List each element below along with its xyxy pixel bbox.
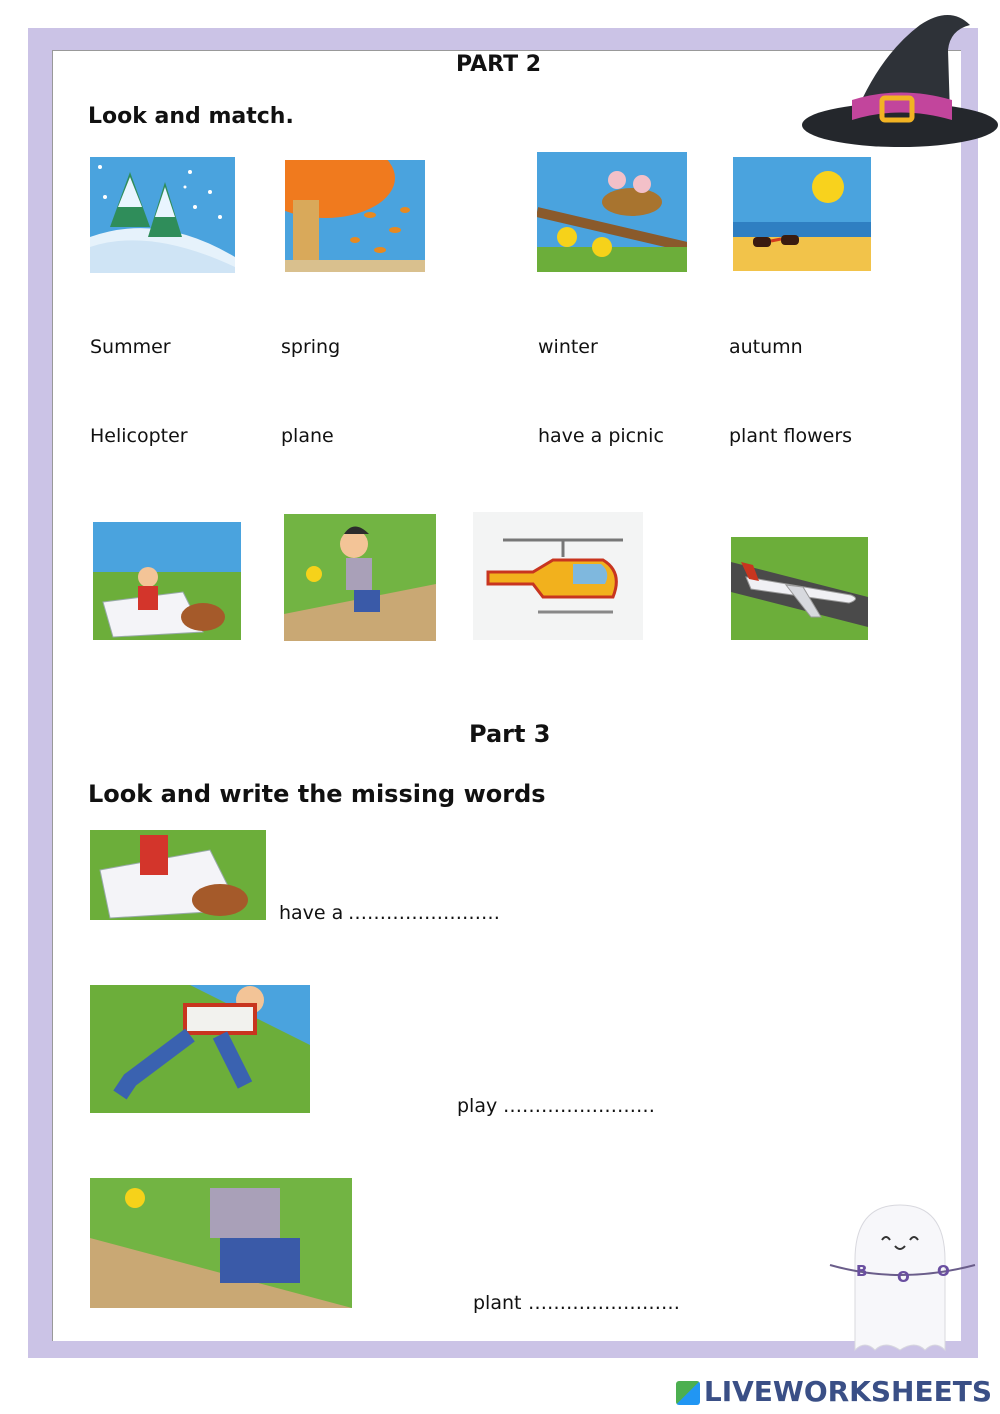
winter-picture — [90, 157, 235, 273]
missing-word-3-prefix: plant — [473, 1292, 522, 1314]
autumn-picture — [285, 160, 425, 272]
word-plant-flowers: plant flowers — [729, 425, 853, 447]
liveworksheets-brand-text: LIVEWORKSHEETS — [703, 1375, 992, 1408]
running-boy-picture — [90, 985, 310, 1113]
witch-hat-icon — [800, 5, 1000, 165]
missing-word-2-blank[interactable]: …………………… — [503, 1095, 655, 1117]
missing-word-3-blank[interactable]: …………………… — [528, 1292, 680, 1314]
missing-word-2-prefix: play — [457, 1095, 498, 1117]
summer-picture — [733, 157, 871, 271]
word-summer: Summer — [90, 336, 171, 358]
planting-closeup-picture — [90, 1178, 352, 1308]
word-spring: spring — [281, 336, 341, 358]
plane-picture — [731, 537, 868, 640]
missing-word-1-prefix: have a — [279, 902, 344, 924]
picnic-closeup-picture — [90, 830, 266, 920]
word-winter: winter — [538, 336, 598, 358]
part2-title: PART 2 — [456, 52, 542, 77]
part3-instruction: Look and write the missing words — [88, 780, 546, 808]
ghost-banner-letter-2: O — [897, 1268, 910, 1286]
liveworksheets-logo-icon — [676, 1381, 700, 1405]
helicopter-picture — [473, 512, 643, 640]
liveworksheets-logo[interactable] — [676, 1375, 992, 1408]
part3-title: Part 3 — [469, 720, 551, 748]
ghost-banner-letter-1: B — [856, 1262, 868, 1280]
word-helicopter: Helicopter — [90, 425, 188, 447]
missing-word-1-blank[interactable]: …………………… — [348, 902, 500, 924]
spring-picture — [537, 152, 687, 272]
ghost-banner-letter-3: O — [937, 1262, 950, 1280]
part2-instruction: Look and match. — [88, 104, 294, 129]
word-autumn: autumn — [729, 336, 803, 358]
picnic-picture — [93, 522, 241, 640]
word-have-a-picnic: have a picnic — [538, 425, 664, 447]
plant-flowers-picture — [284, 514, 436, 641]
word-plane: plane — [281, 425, 334, 447]
